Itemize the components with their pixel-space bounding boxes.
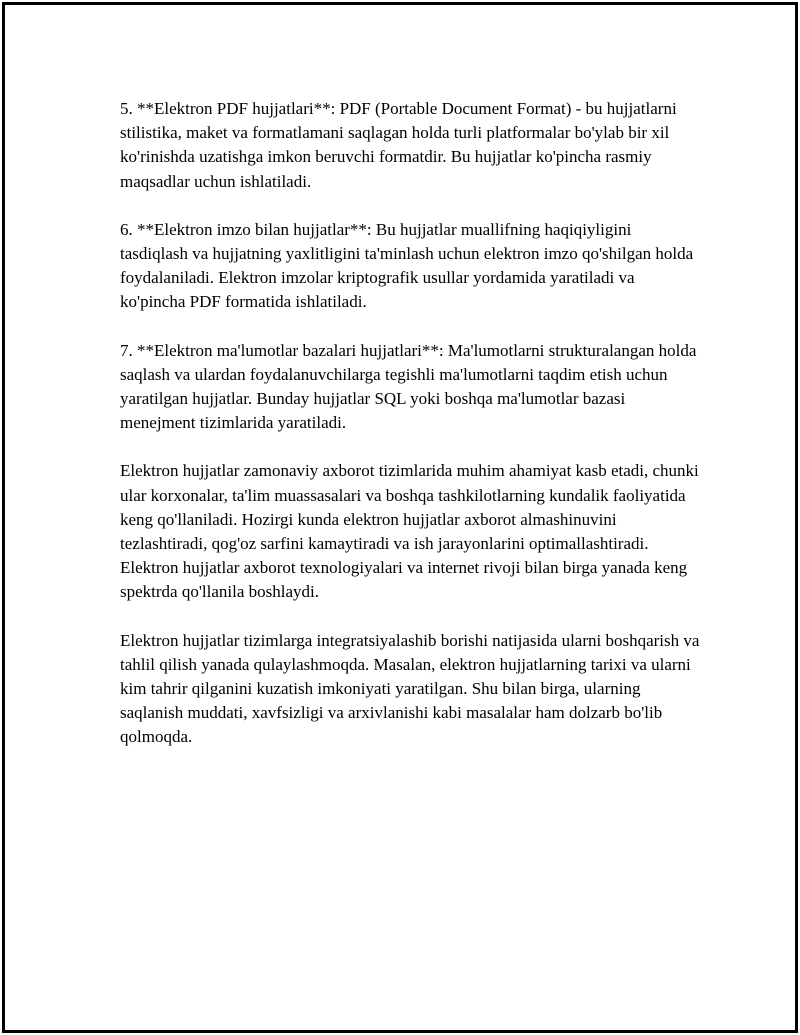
- document-page: [2, 2, 798, 1033]
- paragraph-system-integration: Elektron hujjatlar tizimlarga integratsiyalashib borishi natijasida ularni boshqarish va tahlil qilish yanada qulaylashmoqda. Masalan, elektron hujjatlarning tarixi va ularni kim tahrir qilganini kuzatish imkoniyati yaratilgan. Shu bilan birga, ularning saqlanish muddati, xavfsizligi va arxivlanishi kabi masalalar ham dolzarb bo'lib qolmoqda.: [120, 630, 700, 747]
- paragraph-database-documents: 7. **Elektron ma'lumotlar bazalari hujjatlari**: Ma'lumotlarni strukturalangan holda saqlash va ulardan foydalanuvchilarga tegishli ma'lumotlarni taqdim etish uchun yaratilgan hujjatlar. Bunday hujjatlar SQL yoki boshqa ma'lumotlar bazasi menejment tizimlarida yaratiladi.: [120, 340, 697, 433]
- paragraph-modern-information-systems: Elektron hujjatlar zamonaviy axborot tizimlarida muhim ahamiyat kasb etadi, chunki ular korxonalar, ta'lim muassasalari va boshqa tashkilotlarning kundalik faoliyatida keng qo'llaniladi. Hozirgi kunda elektron hujjatlar axborot almashinuvini tezlashtiradi, qog'oz sarfini kamaytiradi va ish jarayonlarini optimallashtiradi. Elektron hujjatlar axborot texnologiyalari va internet rivoji bilan birga yanada keng spektrda qo'llanila boshlaydi.: [120, 461, 699, 602]
- paragraph-e-signature-documents: 6. **Elektron imzo bilan hujjatlar**: Bu hujjatlar muallifning haqiqiyligini tasdiqlash va hujjatning yaxlitligini ta'minlash uchun elektron imzo qo'shilgan holda foydalaniladi. Elektron imzolar kriptografik usullar yordamida yaratiladi va ko'pincha PDF formatida ishlatiladi.: [120, 219, 694, 312]
- paragraph-pdf-documents: 5. **Elektron PDF hujjatlari**: PDF (Portable Document Format) - bu hujjatlarni stilistika, maket va formatlamani saqlagan holda turli platformalar bo'ylab bir xil ko'rinishda uzatishga imkon beruvchi formatdir. Bu hujjatlar ko'pincha rasmiy maqsadlar uchun ishlatiladi.: [120, 99, 677, 191]
- document-body: [120, 97, 700, 774]
